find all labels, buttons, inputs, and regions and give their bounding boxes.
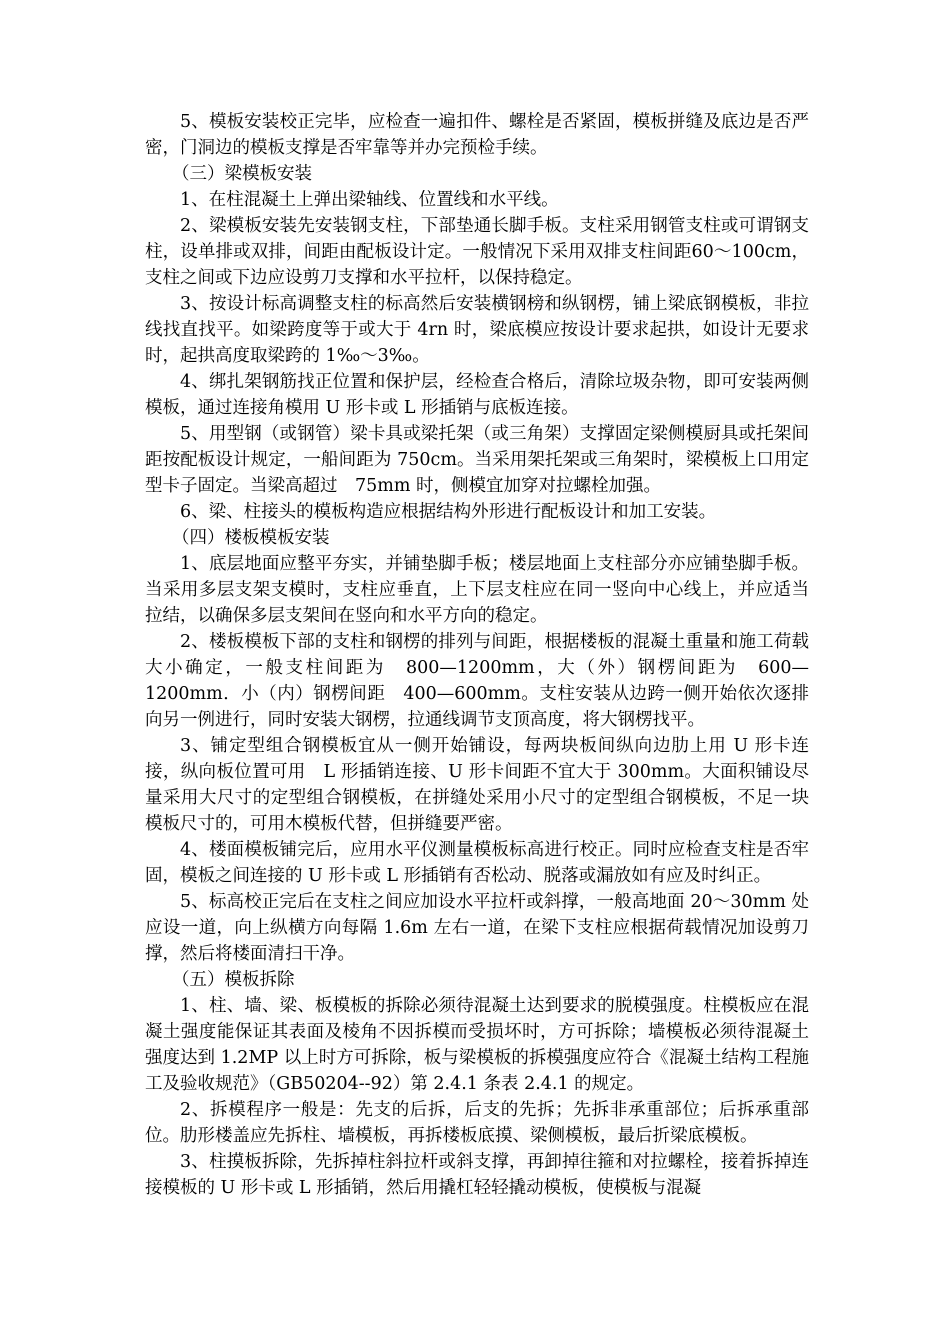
paragraph-beam-step-4: 4、绑扎架钢筋找正位置和保护层，经检查合格后，清除垃圾杂物，即可安装两侧模板，通过连接角模用 U 形卡或 L 形插销与底板连接。 bbox=[145, 372, 809, 418]
paragraph-floor-step-2: 2、楼板模板下部的支柱和钢楞的排列与间距，根据楼板的混凝土重量和施工荷载大小确定，一般支柱间距为 800—1200mm，大（外）钢楞间距为 600—1200mm．小（内）钢楞间距 400—600mm。支柱安装从边跨一侧开始依次逐排向另一例进行，同时安装大钢楞，拉通线调节支顶高度，将大钢楞找平。 bbox=[145, 632, 809, 730]
paragraph-removal-step-1: 1、柱、墙、梁、板模板的拆除必须待混凝土达到要求的脱模强度。柱模板应在混凝土强度能保证其表面及棱角不因拆模而受损坏时，方可拆除；墙模板必须待混凝土强度达到 1.2MP 以上时方可拆除，板与梁模板的拆模强度应符合《混凝土结构工程施工及验收规范》（GB50204--92）第 2.4.1 条表 2.4.1 的规定。 bbox=[145, 996, 809, 1094]
section-heading-floor-formwork: （四）楼板模板安装 bbox=[172, 528, 330, 548]
section-heading-formwork-removal: （五）模板拆除 bbox=[172, 970, 295, 990]
paragraph-floor-step-3: 3、铺定型组合钢模板宜从一侧开始铺设，每两块板间纵向边肋上用 U 形卡连接，纵向板位置可用 L 形插销连接、U 形卡间距不宜大于 300mm。大面积铺设尽量采用大尺寸的定型组合钢模板，在拼缝处采用小尺寸的定型组合钢模板，不足一块模板尺寸的，可用木模板代替，但拼缝要严密。 bbox=[145, 736, 809, 834]
paragraph-floor-step-1: 1、底层地面应整平夯实，并铺垫脚手板；楼层地面上支柱部分亦应铺垫脚手板。当采用多层支架支模时，支柱应垂直，上下层支柱应在同一竖向中心线上，并应适当拉结，以确保多层支架间在竖向和水平方向的稳定。 bbox=[145, 554, 809, 626]
paragraph-beam-step-2: 2、梁模板安装先安装钢支柱，下部垫通长脚手板。支柱采用钢管支柱或可谓钢支柱，设单排或双排，间距由配板设计定。一般情况下采用双排支柱间距60～100cm，支柱之间或下边应设剪刀支撑和水平拉杆，以保持稳定。 bbox=[145, 216, 809, 288]
paragraph-beam-step-1: 1、在柱混凝土上弹出梁轴线、位置线和水平线。 bbox=[180, 190, 559, 210]
paragraph-removal-step-2: 2、拆模程序一般是：先支的后拆，后支的先拆；先拆非承重部位；后拆承重部位。肋形楼盖应先拆柱、墙模板，再拆楼板底摸、梁侧模板，最后折梁底模板。 bbox=[145, 1100, 809, 1146]
document-body bbox=[145, 109, 809, 1201]
paragraph-beam-step-5: 5、用型钢（或钢管）梁卡具或梁托架（或三角架）支撑固定梁侧模厨具或托架间距按配板设计规定，一船间距为 750cm。当采用架托架或三角架时，梁模板上口用定型卡子固定。当梁高超过 75mm 时，侧模宜加穿对拉螺栓加强。 bbox=[145, 424, 809, 496]
paragraph-beam-step-6: 6、梁、柱接头的模板构造应根据结构外形进行配板设计和加工安装。 bbox=[180, 502, 717, 522]
section-heading-beam-formwork: （三）梁模板安装 bbox=[172, 164, 312, 184]
paragraph-beam-step-3: 3、按设计标高调整支柱的标高然后安装横钢榜和纵钢楞，铺上梁底钢模板，非拉线找直找平。如梁跨度等于或大于 4rn 时，梁底模应按设计要求起拱，如设计无要求时，起拱高度取梁跨的 1‰～3‰。 bbox=[145, 294, 809, 366]
paragraph-floor-step-4: 4、楼面模板铺完后，应用水平仪测量模板标高进行校正。同时应检查支柱是否牢固，模板之间连接的 U 形卡或 L 形插销有否松动、脱落或漏放如有应及时纠正。 bbox=[145, 840, 809, 886]
paragraph-removal-step-3: 3、柱摸板拆除，先拆掉柱斜拉杆或斜支撑，再卸掉往箍和对拉螺栓，接着拆掉连接模板的 U 形卡或 L 形插销，然后用撬杠轻轻撬动模板，使模板与混凝 bbox=[145, 1152, 809, 1198]
paragraph-floor-step-5: 5、标高校正完后在支柱之间应加设水平拉杆或斜撑，一般高地面 20～30mm 处应设一道，向上纵横方向每隔 1.6m 左右一道，在梁下支柱应根据荷载情况加设剪刀撑，然后将楼面清扫干净。 bbox=[145, 892, 809, 964]
paragraph-inspection-after-install: 5、模板安装校正完毕，应检查一遍扣件、螺栓是否紧固，模板拼缝及底边是否严密，门洞边的模板支撑是否牢靠等并办完预检手续。 bbox=[145, 112, 809, 158]
